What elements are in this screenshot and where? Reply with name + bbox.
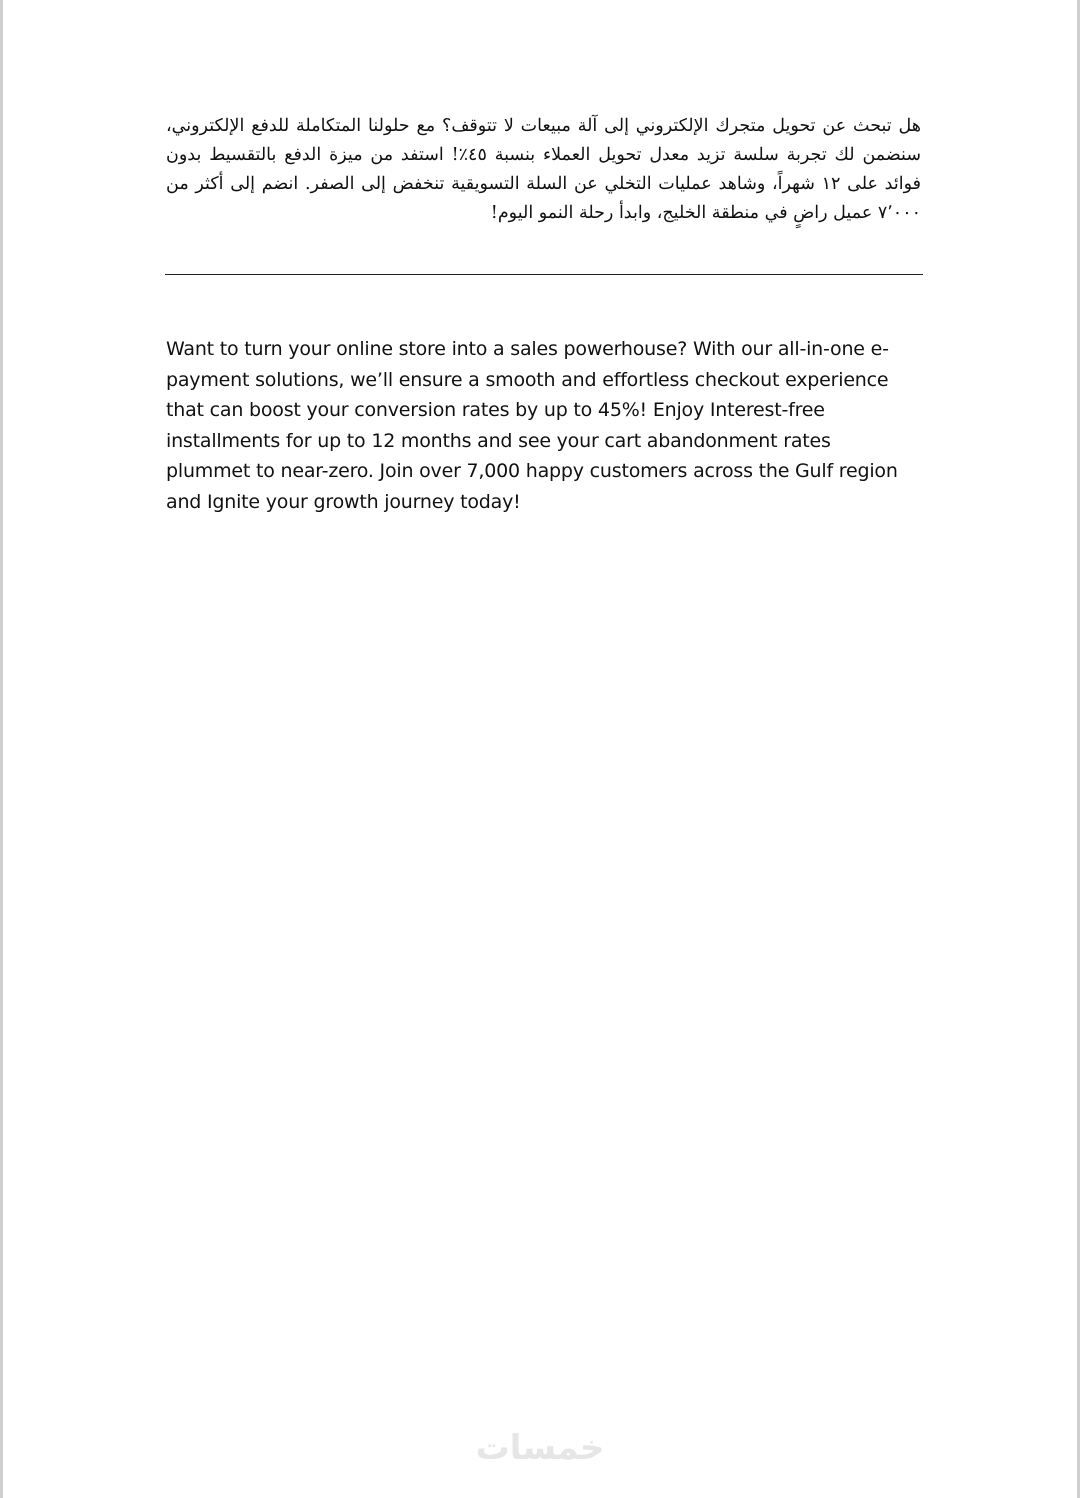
section-divider [165,274,923,275]
arabic-paragraph: هل تبحث عن تحويل متجرك الإلكتروني إلى آلة مبيعات لا تتوقف؟ مع حلولنا المتكاملة للدفع الإلكتروني، سنضمن لك تجربة سلسة تزيد معدل تحويل العملاء بنسبة ٤٥٪! استفد من ميزة الدفع بالتقسيط بدون فوائد على ١٢ شهراً، وشاهد عمليات التخلي عن السلة التسويقية تنخفض إلى الصفر. انضم إلى أكثر من ٧٬٠٠٠ عميل راضٍ في منطقة الخليج، وابدأ رحلة النمو اليوم! [166,116,921,223]
watermark-logo: خمسات [475,1428,605,1468]
english-paragraph: Want to turn your online store into a sales powerhouse? With our all-in-one e-payment solutions, we’ll ensure a smooth and effortless checkout experience that can boost your conversion rates by up to 45%! Enjoy Interest-free installments for up to 12 months and see your cart abandonment rates plummet to near-zero. Join over 7,000 happy customers across the Gulf region and Ignite your growth journey today! [166,338,898,513]
